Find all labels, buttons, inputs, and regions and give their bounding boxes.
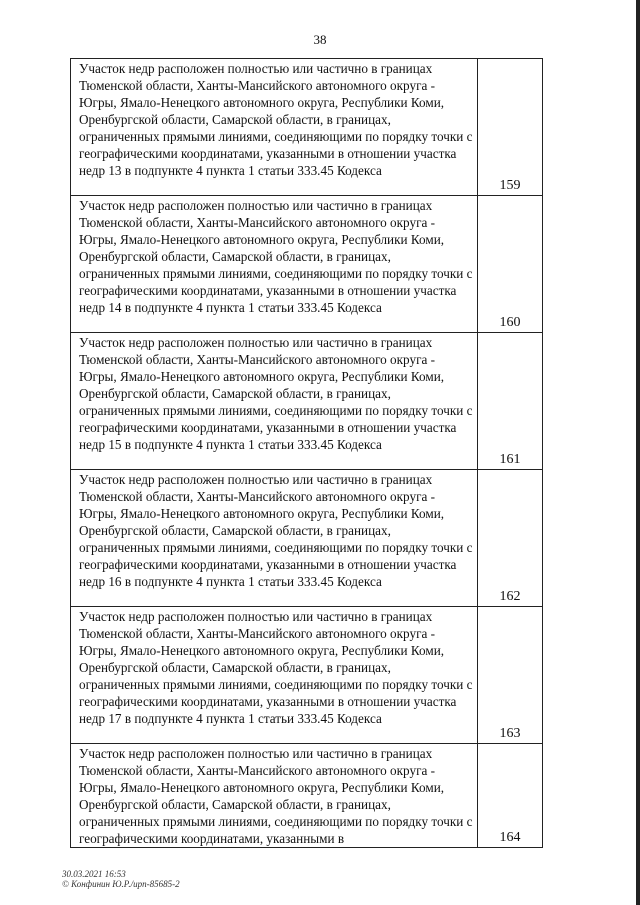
page-number: 38 [313,32,327,47]
table-row [71,744,543,848]
table-row [71,607,543,744]
row-number: 159 [478,59,543,196]
row-number: 160 [478,196,543,333]
row-number: 163 [478,607,543,744]
table-row [71,333,543,470]
row-number: 164 [478,744,543,848]
row-description: Участок недр расположен полностью или частично в границах Тюменской области, Ханты-Мансийского автономного округа - Югры, Ямало-Ненецкого автономного округа, Республики Коми, Оренбургской области, Самарской области, в границах, ограниченных прямыми линиями, соединяющими по порядку точки с географическими координатами, указанными в отношении участка недр 16 в подпункте 4 пункта 1 статьи 333.45 Кодекса [71,470,478,607]
table-row [71,196,543,333]
row-description: Участок недр расположен полностью или частично в границах Тюменской области, Ханты-Мансийского автономного округа - Югры, Ямало-Ненецкого автономного округа, Республики Коми, Оренбургской области, Самарской области, в границах, ограниченных прямыми линиями, соединяющими по порядку точки с географическими координатами, указанными в отношении участка недр 15 в подпункте 4 пункта 1 статьи 333.45 Кодекса [71,333,478,470]
row-description: Участок недр расположен полностью или частично в границах Тюменской области, Ханты-Мансийского автономного округа - Югры, Ямало-Ненецкого автономного округа, Республики Коми, Оренбургской области, Самарской области, в границах, ограниченных прямыми линиями, соединяющими по порядку точки с географическими координатами, указанными в [71,744,478,848]
footer-timestamp: 30.03.2021 16:53 [62,869,126,879]
row-number: 161 [478,333,543,470]
footer-document-id: © Конфинин Ю.Р./ирп-85685-2 [62,879,180,889]
document-table [70,58,543,848]
row-number: 162 [478,470,543,607]
row-description: Участок недр расположен полностью или частично в границах Тюменской области, Ханты-Мансийского автономного округа - Югры, Ямало-Ненецкого автономного округа, Республики Коми, Оренбургской области, Самарской области, в границах, ограниченных прямыми линиями, соединяющими по порядку точки с географическими координатами, указанными в отношении участка недр 17 в подпункте 4 пункта 1 статьи 333.45 Кодекса [71,607,478,744]
table-row [71,59,543,196]
document-footer [62,869,180,889]
row-description: Участок недр расположен полностью или частично в границах Тюменской области, Ханты-Мансийского автономного округа - Югры, Ямало-Ненецкого автономного округа, Республики Коми, Оренбургской области, Самарской области, в границах, ограниченных прямыми линиями, соединяющими по порядку точки с географическими координатами, указанными в отношении участка недр 14 в подпункте 4 пункта 1 статьи 333.45 Кодекса [71,196,478,333]
table-row [71,470,543,607]
row-description: Участок недр расположен полностью или частично в границах Тюменской области, Ханты-Мансийского автономного округа - Югры, Ямало-Ненецкого автономного округа, Республики Коми, Оренбургской области, Самарской области, в границах, ограниченных прямыми линиями, соединяющими по порядку точки с географическими координатами, указанными в отношении участка недр 13 в подпункте 4 пункта 1 статьи 333.45 Кодекса [71,59,478,196]
scan-edge-border [636,0,640,905]
